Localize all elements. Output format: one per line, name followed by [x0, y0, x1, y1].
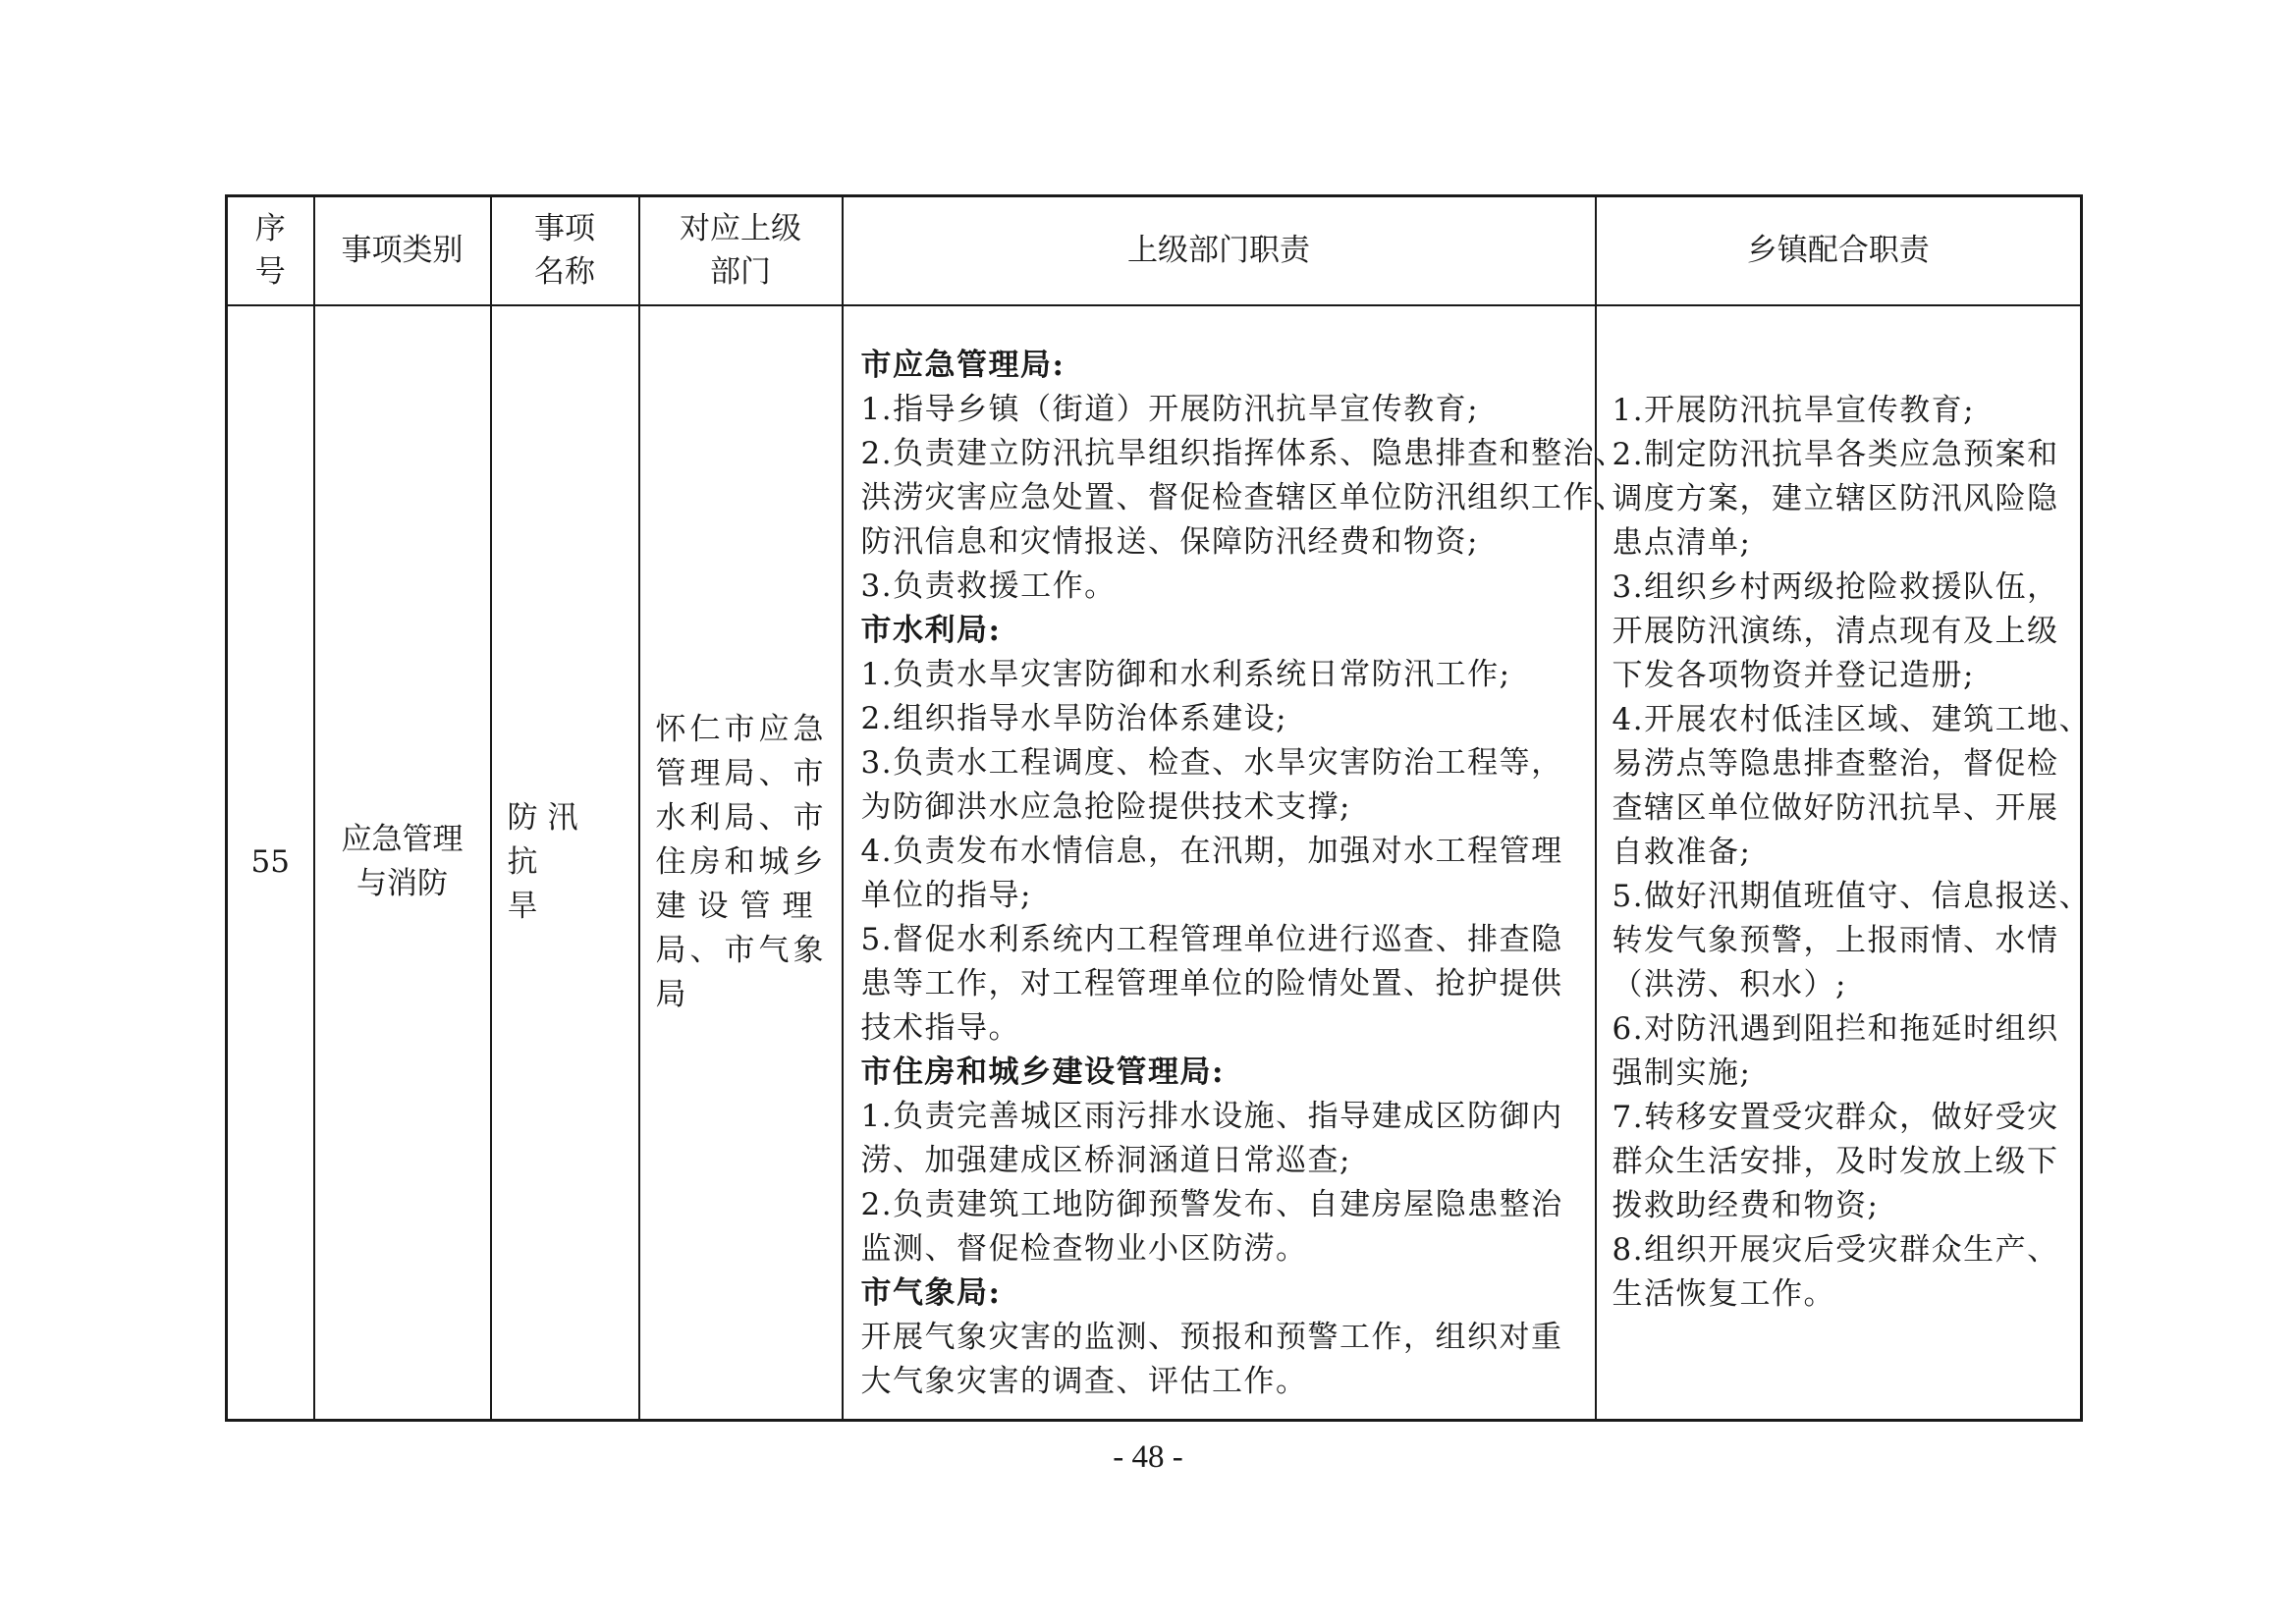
table-row	[227, 305, 2082, 1421]
duty-line: 转发气象预警，上报雨情、水情	[1612, 922, 2059, 958]
duty-line: 2.负责建立防汛抗旱组织指挥体系、隐患排查和整治、	[860, 435, 1627, 471]
header-seq-line: 号	[254, 254, 286, 291]
page-number: - 48 -	[1113, 1439, 1183, 1475]
duty-line: 1.开展防汛抗旱宣传教育;	[1612, 392, 1976, 428]
cell-dept	[639, 305, 843, 1421]
duty-line: 患点清单;	[1612, 524, 1752, 561]
duty-line: 7.转移安置受灾群众，做好受灾	[1612, 1099, 2059, 1135]
duty-line: 3.负责水工程调度、检查、水旱灾害防治工程等，	[860, 744, 1563, 781]
duty-line: 大气象灾害的调查、评估工作。	[860, 1363, 1308, 1399]
duty-line: 3.组织乡村两级抢险救援队伍，	[1612, 568, 2059, 605]
cell-seq: 55	[227, 305, 314, 1421]
duty-line: 5.做好汛期值班值守、信息报送、	[1612, 878, 2092, 914]
duty-line: （洪涝、积水）;	[1612, 966, 1847, 1002]
header-item-name-line: 名称	[534, 254, 595, 291]
header-seq-line: 序	[254, 211, 286, 247]
duty-line: 监测、督促检查物业小区防涝。	[860, 1230, 1308, 1267]
dept-line: 住房和城乡	[655, 843, 828, 880]
header-dept-line: 对应上级	[680, 211, 801, 247]
bureau-heading: 市住房和城乡建设管理局:	[860, 1054, 1225, 1090]
duty-line: 患等工作，对工程管理单位的险情处置、抢护提供	[860, 965, 1563, 1001]
header-seq	[227, 196, 314, 305]
duty-line: 开展气象灾害的监测、预报和预警工作，组织对重	[860, 1319, 1563, 1355]
dept-line: 水利局、市	[655, 799, 828, 836]
duty-line: 下发各项物资并登记造册;	[1612, 657, 1975, 693]
duty-line: 防汛信息和灾情报送、保障防汛经费和物资;	[860, 523, 1479, 560]
duty-line: 1.指导乡镇（街道）开展防汛抗旱宣传教育;	[860, 391, 1480, 427]
duty-line: 2.制定防汛抗旱各类应急预案和	[1612, 436, 2059, 472]
duty-line: 3.负责救援工作。	[860, 568, 1117, 604]
category-line: 与消防	[356, 866, 448, 902]
header-row	[227, 196, 2082, 305]
bureau-heading: 市应急管理局:	[860, 347, 1066, 383]
town-duties-text	[1612, 389, 2092, 1317]
cell-town-duties	[1596, 305, 2092, 1421]
category-line: 应急管理	[341, 822, 464, 858]
duty-line: 洪涝灾害应急处置、督促检查辖区单位防汛组织工作、	[860, 479, 1627, 515]
dept-line: 建设管理	[655, 888, 825, 924]
duty-line: 1.负责水旱灾害防御和水利系统日常防汛工作;	[860, 656, 1511, 692]
duty-line: 4.负责发布水情信息，在汛期，加强对水工程管理	[860, 833, 1563, 869]
header-town-duties: 乡镇配合职责	[1596, 196, 2082, 305]
duty-line: 开展防汛演练，清点现有及上级	[1612, 613, 2059, 649]
bureau-heading: 市水利局:	[860, 612, 1002, 648]
duty-line: 5.督促水利系统内工程管理单位进行巡查、排查隐	[860, 921, 1563, 957]
duty-line: 1.负责完善城区雨污排水设施、指导建成区防御内	[860, 1098, 1563, 1134]
responsibility-table	[225, 194, 2092, 1422]
duty-line: 4.开展农村低洼区域、建筑工地、	[1612, 701, 2092, 737]
cell-item-name	[491, 305, 639, 1421]
dept-line: 局	[655, 976, 690, 1012]
dept-line: 局、市气象	[655, 932, 828, 968]
upper-duties-text	[860, 344, 1627, 1404]
duty-line: 8.组织开展灾后受灾群众生产、	[1612, 1231, 2059, 1268]
dept-line: 管理局、市	[655, 755, 828, 791]
duty-line: 6.对防汛遇到阻拦和拖延时组织	[1612, 1010, 2059, 1047]
header-dept	[639, 196, 843, 305]
duty-line: 拨救助经费和物资;	[1612, 1187, 1880, 1223]
duty-line: 2.组织指导水旱防治体系建设;	[860, 700, 1288, 736]
duty-line: 涝、加强建成区桥洞涵道日常巡查;	[860, 1142, 1351, 1178]
header-upper-duties: 上级部门职责	[843, 196, 1596, 305]
duty-line: 生活恢复工作。	[1612, 1275, 1835, 1312]
item-name-line: 防汛抗	[507, 799, 588, 880]
header-item-name	[491, 196, 639, 305]
duty-line: 易涝点等隐患排查整治，督促检	[1612, 745, 2059, 782]
item-name-line: 旱	[507, 888, 548, 924]
duty-line: 为防御洪水应急抢险提供技术支撑;	[860, 788, 1351, 825]
duty-line: 强制实施;	[1612, 1055, 1752, 1091]
duty-line: 自救准备;	[1612, 834, 1752, 870]
duty-line: 技术指导。	[860, 1009, 1020, 1046]
duty-line: 群众生活安排，及时发放上级下	[1612, 1143, 2059, 1179]
header-category: 事项类别	[314, 196, 491, 305]
duty-line: 查辖区单位做好防汛抗旱、开展	[1612, 789, 2059, 826]
cell-category	[314, 305, 491, 1421]
header-item-name-line: 事项	[534, 211, 595, 247]
duty-line: 单位的指导;	[860, 877, 1032, 913]
bureau-heading: 市气象局:	[860, 1274, 1002, 1311]
duty-line: 2.负责建筑工地防御预警发布、自建房屋隐患整治	[860, 1186, 1563, 1222]
dept-line: 怀仁市应急	[655, 711, 828, 747]
header-dept-line: 部门	[710, 254, 771, 291]
duty-line: 调度方案，建立辖区防汛风险隐	[1612, 480, 2059, 516]
cell-upper-duties	[843, 305, 1627, 1421]
